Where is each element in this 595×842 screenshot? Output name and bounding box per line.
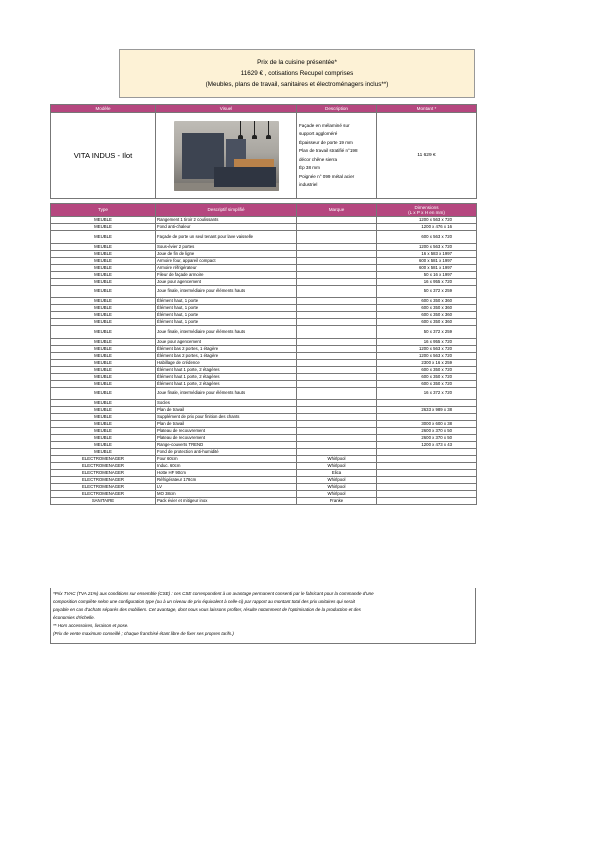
item-type: MEUBLE <box>51 428 156 435</box>
header-price: 11629 € , cotisations Recupel comprises <box>240 70 354 77</box>
item-dimensions: 600 x 350 x 360 <box>377 298 477 305</box>
pendant-lamp <box>268 121 269 137</box>
item-description: Joue pour agencement <box>156 338 297 345</box>
item-description: Fileur de façade armoire <box>156 271 297 278</box>
table-row <box>51 264 477 271</box>
summary-header-amount: Montant * <box>377 105 477 113</box>
item-type: MEUBLE <box>51 414 156 421</box>
price-header-box <box>119 49 475 98</box>
item-type: MEUBLE <box>51 407 156 414</box>
item-type: MEUBLE <box>51 338 156 345</box>
item-type: MEUBLE <box>51 319 156 326</box>
item-description: Plateau de recouvrement <box>156 428 297 435</box>
table-row <box>51 477 477 484</box>
item-brand <box>297 345 377 352</box>
table-row <box>51 312 477 319</box>
item-type: MEUBLE <box>51 298 156 305</box>
summary-header-visual: Visuel <box>156 105 297 113</box>
item-brand <box>297 366 377 373</box>
item-description: Plateau de recouvrement <box>156 435 297 442</box>
item-brand <box>297 338 377 345</box>
table-row <box>51 449 477 456</box>
item-description: Supplément de prix pour finition des chants <box>156 414 297 421</box>
item-type: MEUBLE <box>51 312 156 319</box>
item-dimensions <box>377 456 477 463</box>
visual-cell <box>156 113 297 199</box>
table-row <box>51 250 477 257</box>
pendant-lamp <box>240 121 241 137</box>
table-row <box>51 484 477 491</box>
summary-table <box>50 104 477 199</box>
item-type: MEUBLE <box>51 421 156 428</box>
item-dimensions: 16 x 955 x 720 <box>377 278 477 285</box>
item-dimensions: 16 x 583 x 1997 <box>377 250 477 257</box>
item-type: ELECTROMENAGER <box>51 470 156 477</box>
description-line: Ép 38 mm <box>299 165 320 170</box>
item-type: MEUBLE <box>51 285 156 298</box>
item-description: Élément bas 2 portes, 1 étagère <box>156 345 297 352</box>
item-brand: Whirlpool <box>297 491 377 498</box>
item-dimensions: 3000 x 600 x 38 <box>377 421 477 428</box>
item-brand <box>297 217 377 224</box>
item-type: MEUBLE <box>51 380 156 387</box>
item-dimensions: 2600 x 370 x 50 <box>377 435 477 442</box>
item-description: Élément haut 1 porte, 2 étagères <box>156 366 297 373</box>
item-brand <box>297 243 377 250</box>
description-line: industriel <box>299 182 318 187</box>
item-dimensions <box>377 470 477 477</box>
item-brand <box>297 298 377 305</box>
table-row <box>51 428 477 435</box>
item-dimensions: 1200 x 563 x 720 <box>377 217 477 224</box>
item-type: MEUBLE <box>51 264 156 271</box>
item-brand <box>297 373 377 380</box>
item-description: Joue finale, intermédiaire pour éléments hauts <box>156 387 297 400</box>
table-row <box>51 352 477 359</box>
table-row <box>51 463 477 470</box>
amount-cell: 11 629 € <box>377 113 477 199</box>
item-dimensions <box>377 491 477 498</box>
item-type: MEUBLE <box>51 250 156 257</box>
table-row <box>51 442 477 449</box>
item-brand <box>297 359 377 366</box>
table-row <box>51 456 477 463</box>
item-type: MEUBLE <box>51 217 156 224</box>
item-brand <box>297 400 377 407</box>
summary-header-row <box>51 105 477 113</box>
item-type: MEUBLE <box>51 243 156 250</box>
item-description: Élément haut 1 porte, 2 étagères <box>156 380 297 387</box>
table-row <box>51 271 477 278</box>
item-type: ELECTROMENAGER <box>51 484 156 491</box>
table-row <box>51 380 477 387</box>
model-name: VITA INDUS - Ilot <box>51 113 156 199</box>
item-brand: Whirlpool <box>297 484 377 491</box>
item-brand: Franke <box>297 498 377 505</box>
item-description: Fond de protection anti-humidité <box>156 449 297 456</box>
item-description: Socles <box>156 400 297 407</box>
item-brand <box>297 449 377 456</box>
item-brand <box>297 312 377 319</box>
item-brand: Whirlpool <box>297 456 377 463</box>
item-dimensions: 600 x 350 x 360 <box>377 319 477 326</box>
item-brand: Whirlpool <box>297 463 377 470</box>
item-description: Façade de porte un seul tenant pour lave vaisselle <box>156 231 297 244</box>
table-row <box>51 278 477 285</box>
item-type: MEUBLE <box>51 449 156 456</box>
item-dimensions <box>377 400 477 407</box>
table-row <box>51 366 477 373</box>
item-description: Fond anti-chaleur <box>156 224 297 231</box>
item-type: MEUBLE <box>51 345 156 352</box>
item-description: Armoire four, appareil compact <box>156 257 297 264</box>
items-header-description: Descriptif simplifié <box>156 204 297 217</box>
item-dimensions <box>377 463 477 470</box>
kitchen-photo <box>174 121 279 191</box>
item-brand <box>297 428 377 435</box>
dimensions-label: Dimensions <box>414 204 439 210</box>
table-row <box>51 400 477 407</box>
item-dimensions: 1200 x 563 x 720 <box>377 345 477 352</box>
item-type: MEUBLE <box>51 359 156 366</box>
item-brand <box>297 421 377 428</box>
description-cell <box>297 113 377 199</box>
item-dimensions <box>377 414 477 421</box>
item-description: Élément bas 2 portes, 1 étagère <box>156 352 297 359</box>
item-description: Plan de travail <box>156 407 297 414</box>
dimensions-unit: (L x P x H en mm) <box>408 210 445 215</box>
table-row <box>51 243 477 250</box>
table-row <box>51 414 477 421</box>
item-description: Rangement 1 tiroir 2 coulissants <box>156 217 297 224</box>
table-row <box>51 435 477 442</box>
item-brand <box>297 250 377 257</box>
item-description: Joue pour agencement <box>156 278 297 285</box>
item-dimensions: 600 x 350 x 720 <box>377 366 477 373</box>
table-row <box>51 217 477 224</box>
item-dimensions: 2633 x 989 x 38 <box>377 407 477 414</box>
item-type: MEUBLE <box>51 352 156 359</box>
table-row <box>51 345 477 352</box>
item-brand <box>297 305 377 312</box>
item-dimensions: 1200 x 563 x 720 <box>377 352 477 359</box>
table-row <box>51 421 477 428</box>
item-dimensions: 2300 x 16 x 259 <box>377 359 477 366</box>
item-brand <box>297 414 377 421</box>
summary-header-model: Modèle <box>51 105 156 113</box>
item-type: MEUBLE <box>51 257 156 264</box>
header-title: Prix de la cuisine présentée* <box>257 59 337 66</box>
item-dimensions: 16 x 372 x 720 <box>377 387 477 400</box>
item-brand <box>297 442 377 449</box>
item-type: MEUBLE <box>51 278 156 285</box>
table-row <box>51 387 477 400</box>
footnotes: *Prix TVAC (TVA 21%) aux conditions sur ensemble (CSE) : ces CSE correspondent à un avantage permanent consenti par le fabricant pour la commande d'une composition complète selon une configuration type (ou à un niveau de prix équivalent à celle-ci) par rapport au montant total des prix unitaires qui serait payable en cas d'achats séparés des mobiliers. Cet avantage, dont nous vous laissons profiter, résulte notamment de l'optimisation de la production et des économies d'échelle. ** Hors accessoires, livraison et pose. (Prix de vente maximum conseillé ; chaque franchisé étant libre de fixer ses propres tarifs.) <box>50 588 476 644</box>
table-row <box>51 373 477 380</box>
description-line: Plan de travail stratifié n°198 <box>299 148 358 153</box>
item-description: MO 38cm <box>156 491 297 498</box>
items-header-dimensions <box>377 204 477 217</box>
kitchen-worktop <box>234 159 274 167</box>
item-description: Habillage de crédence <box>156 359 297 366</box>
header-includes: (Meubles, plans de travail, sanitaires et électroménagers inclus**) <box>205 81 389 88</box>
table-row <box>51 319 477 326</box>
item-description: Induc. 60cm <box>156 463 297 470</box>
item-dimensions: 16 x 955 x 720 <box>377 338 477 345</box>
item-description: Élément haut, 1 porte <box>156 298 297 305</box>
item-dimensions: 1200 x 473 x 43 <box>377 442 477 449</box>
item-dimensions <box>377 449 477 456</box>
kitchen-island <box>214 167 276 187</box>
item-brand <box>297 319 377 326</box>
item-dimensions <box>377 484 477 491</box>
item-brand <box>297 387 377 400</box>
item-type: MEUBLE <box>51 224 156 231</box>
item-brand <box>297 326 377 339</box>
item-type: MEUBLE <box>51 442 156 449</box>
summary-header-description: Description <box>297 105 377 113</box>
item-description: Hotte HF 90cm <box>156 470 297 477</box>
table-row <box>51 359 477 366</box>
item-brand: Whirlpool <box>297 477 377 484</box>
table-row <box>51 407 477 414</box>
item-brand <box>297 435 377 442</box>
item-description: LV <box>156 484 297 491</box>
table-row <box>51 326 477 339</box>
item-brand <box>297 224 377 231</box>
item-dimensions: 600 x 350 x 360 <box>377 312 477 319</box>
item-brand <box>297 271 377 278</box>
item-description: Sous-évier 2 portes <box>156 243 297 250</box>
item-dimensions: 600 x 581 x 1997 <box>377 257 477 264</box>
table-row <box>51 231 477 244</box>
summary-row <box>51 113 477 199</box>
item-type: MEUBLE <box>51 326 156 339</box>
items-header-brand: Marque <box>297 204 377 217</box>
item-type: MEUBLE <box>51 366 156 373</box>
item-dimensions: 50 x 372 x 259 <box>377 326 477 339</box>
item-description: Plan de travail <box>156 421 297 428</box>
item-type: MEUBLE <box>51 271 156 278</box>
item-type: ELECTROMENAGER <box>51 456 156 463</box>
item-description: Joue finale, intermédiaire pour éléments hauts <box>156 285 297 298</box>
item-dimensions: 50 x 16 x 1997 <box>377 271 477 278</box>
description-line: Façade en mélaminé sur <box>299 122 350 128</box>
item-dimensions: 600 x 350 x 360 <box>377 305 477 312</box>
item-brand <box>297 380 377 387</box>
item-brand <box>297 257 377 264</box>
item-dimensions: 600 x 581 x 1997 <box>377 264 477 271</box>
table-row <box>51 224 477 231</box>
item-description: Réfrigérateur 178cm <box>156 477 297 484</box>
item-type: MEUBLE <box>51 305 156 312</box>
item-description: Joue de fin de ligne <box>156 250 297 257</box>
item-description: Élément haut, 1 porte <box>156 319 297 326</box>
table-row <box>51 498 477 505</box>
items-table <box>50 203 477 505</box>
item-description: Pack évier et mitigeur inox <box>156 498 297 505</box>
table-row <box>51 257 477 264</box>
item-brand: Elica <box>297 470 377 477</box>
item-type: MEUBLE <box>51 373 156 380</box>
item-dimensions: 1200 x 476 x 16 <box>377 224 477 231</box>
item-type: MEUBLE <box>51 387 156 400</box>
item-description: Joue finale, intermédiaire pour éléments hauts <box>156 326 297 339</box>
item-type: ELECTROMENAGER <box>51 463 156 470</box>
item-description: Élément haut, 1 porte <box>156 305 297 312</box>
item-type: MEUBLE <box>51 400 156 407</box>
pendant-lamp <box>254 121 255 137</box>
item-dimensions <box>377 477 477 484</box>
item-description: Range-couverts TREND <box>156 442 297 449</box>
description-line: Poignée n° 099 métal acier <box>299 173 355 179</box>
item-dimensions: 1200 x 563 x 720 <box>377 243 477 250</box>
item-brand <box>297 264 377 271</box>
item-dimensions: 2600 x 370 x 50 <box>377 428 477 435</box>
item-dimensions: 50 x 372 x 259 <box>377 285 477 298</box>
item-dimensions <box>377 498 477 505</box>
description-line: Épaisseur de porte 19 mm <box>299 139 353 145</box>
item-type: MEUBLE <box>51 231 156 244</box>
item-type: SANITAIRE <box>51 498 156 505</box>
items-header-type: Type <box>51 204 156 217</box>
description-line: support aggloméré <box>299 131 338 136</box>
item-brand <box>297 231 377 244</box>
items-body <box>51 217 477 505</box>
item-description: Armoire réfrigérateur <box>156 264 297 271</box>
item-type: MEUBLE <box>51 435 156 442</box>
table-row <box>51 338 477 345</box>
item-brand <box>297 407 377 414</box>
description-line: décor chêne sierra <box>299 156 338 162</box>
item-description: Élément haut 1 porte, 2 étagères <box>156 373 297 380</box>
item-brand <box>297 352 377 359</box>
table-row <box>51 305 477 312</box>
item-type: ELECTROMENAGER <box>51 491 156 498</box>
item-dimensions: 600 x 350 x 720 <box>377 380 477 387</box>
table-row <box>51 285 477 298</box>
item-dimensions: 600 x 563 x 720 <box>377 231 477 244</box>
items-header-row <box>51 204 477 217</box>
table-row <box>51 491 477 498</box>
item-dimensions: 600 x 350 x 720 <box>377 373 477 380</box>
item-type: ELECTROMENAGER <box>51 477 156 484</box>
item-description: Élément haut, 1 porte <box>156 312 297 319</box>
table-row <box>51 470 477 477</box>
table-row <box>51 298 477 305</box>
item-brand <box>297 285 377 298</box>
item-description: Four 60cm <box>156 456 297 463</box>
item-brand <box>297 278 377 285</box>
